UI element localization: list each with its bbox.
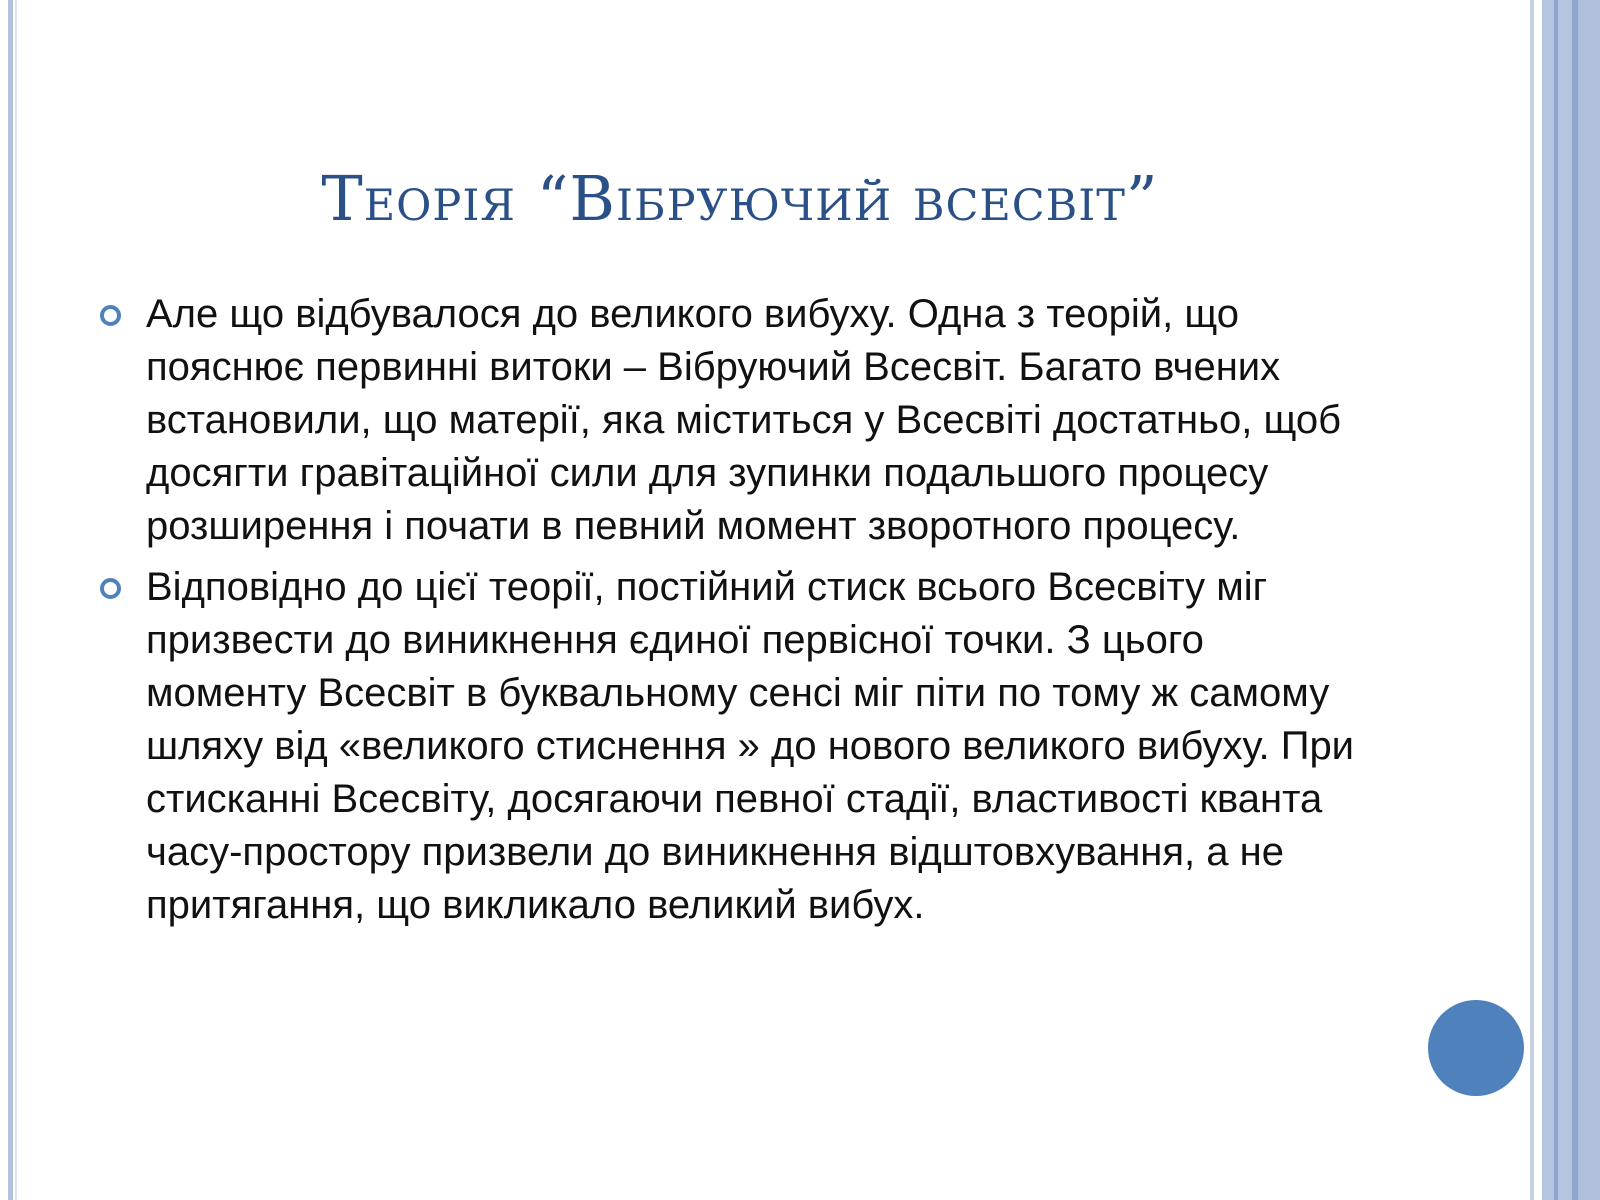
bullet-item <box>100 561 1370 932</box>
bullet-item <box>100 288 1370 553</box>
slide-title: Теорія “Вібруючий всесвіт” <box>321 162 1159 235</box>
decorative-circle <box>1428 1000 1524 1096</box>
slide-content <box>100 288 1370 940</box>
left-border-line <box>8 0 13 1200</box>
right-border-stripe <box>1542 0 1554 1200</box>
right-border-stripe <box>1534 0 1542 1200</box>
hollow-circle-bullet-icon <box>100 578 121 599</box>
right-border-stripe <box>1558 0 1572 1200</box>
right-border-stripe <box>1578 0 1600 1200</box>
bullet-text: Відповідно до цієї теорії, постійний стиск всього Всесвіту міг призвести до виникнення єдиної первісної точки. З цього моменту Всесвіт в буквальному сенсі міг піти по тому ж самому шляху від «великого стиснення » до нового великого вибуху. При стисканні Всесвіту, досягаючи певної стадії, властивості кванта часу-простору призвели до виникнення відштовхування, а не притягання, що викликало великий вибух. <box>146 565 1355 927</box>
left-border-line-inner <box>15 0 17 1200</box>
bullet-text: Але що відбувалося до великого вибуху. Одна з теорій, що пояснює первинні витоки – Вібруючий Всесвіт. Багато вчених встановили, що матерії, яка міститься у Всесвіті достатньо, щоб досягти гравітаційної сили для зупинки подальшого процесу розширення і почати в певний момент зворотного процесу. <box>146 292 1342 548</box>
hollow-circle-bullet-icon <box>100 305 121 326</box>
